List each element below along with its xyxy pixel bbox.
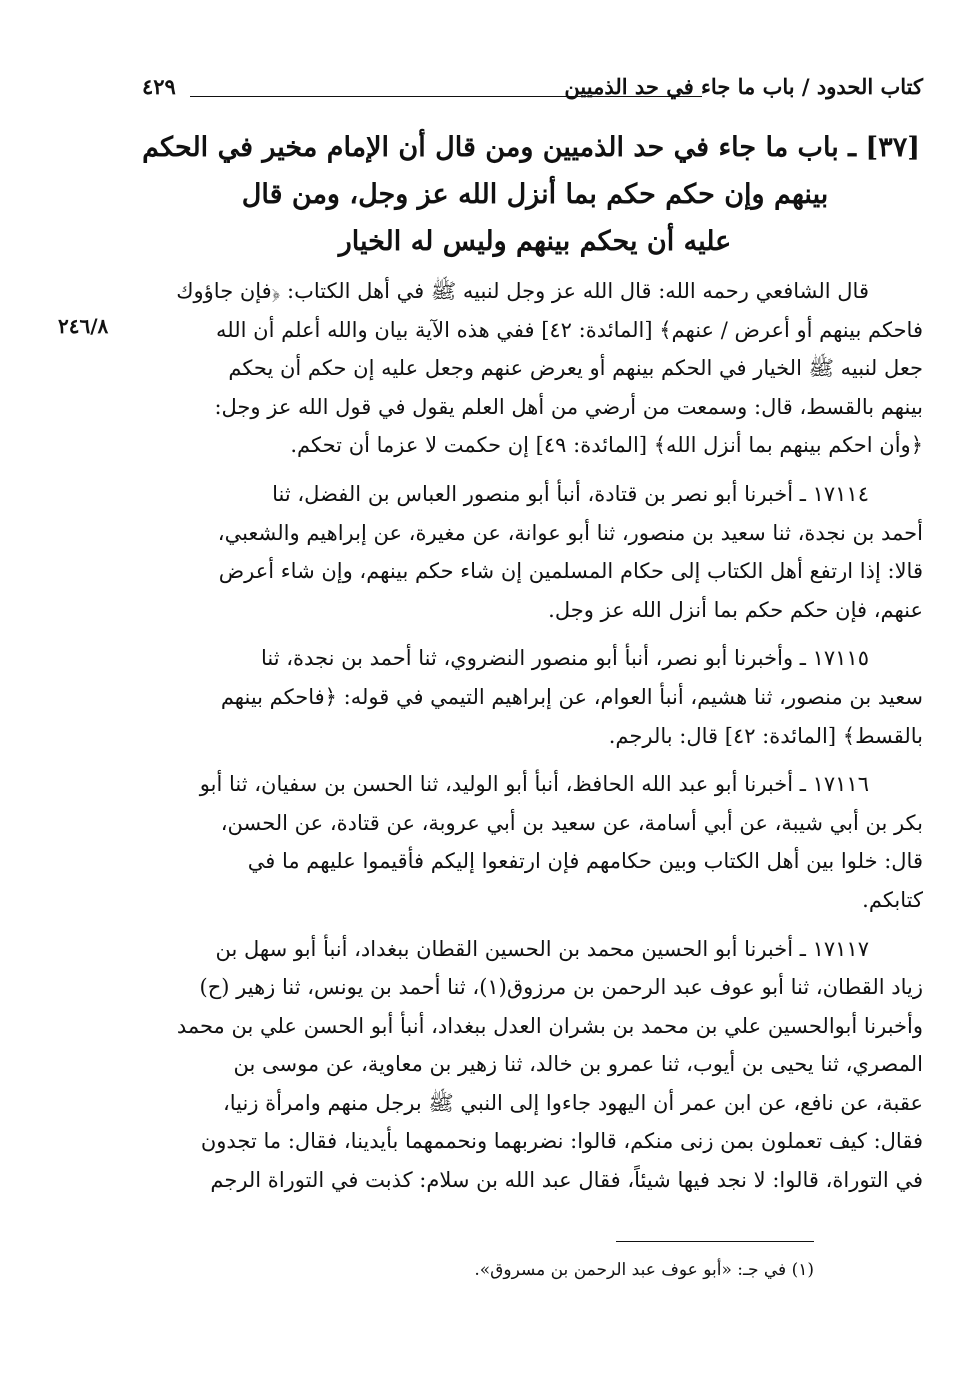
text-line: في التوراة، قالوا: لا نجد فيها شيئاً، فقال عبد الله بن سلام: كذبت في التوراة الرجم [210, 1168, 923, 1193]
text-line: عقبة، عن نافع، عن ابن عمر أن اليهود جاءوا إلى النبي ﷺ برجل منهم وامرأة زنيا، [222, 1090, 923, 1115]
margin-reference: ٢٤٦/٨ [58, 314, 109, 338]
hadith-17115 [142, 639, 923, 755]
text-line: ١٧١١٦ ـ أخبرنا أبو عبد الله الحافظ، أنبأ أبو الوليد، ثنا الحسن بن سفيان، ثنا أبو [199, 772, 869, 797]
paragraph-shafii-quote [142, 272, 923, 465]
chapter-heading [142, 124, 920, 265]
text-line: ﴿وأن احكم بينهم بما أنزل الله﴾ [المائدة: ٤٩] إن حكمت لا عزما أن تحكم. [290, 433, 923, 458]
footnote: (١) في جـ: «أبو عوف عبد الرحمن بن مسروق». [474, 1260, 814, 1280]
text-line: وأخبرنا أبوالحسين علي بن محمد بن بشران العدل ببغداد، أنبأ أبو الحسن علي بن محمد [176, 1013, 923, 1038]
heading-line: عليه أن يحكم بينهم وليس له الخيار [338, 226, 732, 257]
text-line: فقال: كيف تعملون بمن زنى منكم، قالوا: نضربهما ونحممهما بأيدينا، فقال: ما تجدون [200, 1129, 923, 1154]
hadith-17114 [142, 475, 923, 629]
text-line: جعل لنبيه ﷺ الخيار في الحكم بينهم أو يعرض عنهم وجعل عليه إن حكم أن يحكم [228, 356, 923, 381]
text-line: أحمد بن نجدة، ثنا سعيد بن منصور، ثنا أبو عوانة، عن مغيرة، عن إبراهيم والشعبي، [217, 520, 923, 545]
text-line: بكر بن أبي شيبة، عن أبي أسامة، عن سعيد بن أبي عروبة، عن قتادة، عن الحسن، [220, 810, 923, 835]
hadith-17116 [142, 765, 923, 919]
text-line: ١٧١١٤ ـ أخبرنا أبو نصر بن قتادة، أنبأ أبو منصور العباس بن الفضل، ثنا [272, 481, 869, 506]
text-line: سعيد بن منصور، ثنا هشيم، أنبأ العوام، عن إبراهيم التيمي في قوله: ﴿فاحكم بينهم [220, 684, 923, 709]
running-header [142, 74, 923, 108]
footnote-rule [616, 1241, 814, 1242]
heading-line: [٣٧] ـ باب ما جاء في حد الذميين ومن قال أن الإمام مخير في الحكم [142, 132, 920, 163]
running-title: كتاب الحدود / باب ما جاء في حد الذميين [564, 74, 923, 99]
text-line: بينهم بالقسط، قال: وسمعت من أرضي من أهل العلم يقول في قول الله عز وجل: [214, 394, 923, 419]
text-line: المصري، ثنا يحيى بن أيوب، ثنا عمرو بن خالد، ثنا زهير بن معاوية، عن موسى بن [233, 1052, 923, 1077]
hadith-17117 [142, 930, 923, 1200]
text-line: زياد القطان، ثنا أبو عوف عبد الرحمن بن مرزوق(١)، ثنا أحمد بن يونس، ثنا زهير (ح) [199, 975, 923, 1000]
text-line: كتابكم. [862, 887, 923, 912]
body-text [142, 272, 923, 1200]
text-line: ١٧١١٧ ـ أخبرنا أبو الحسين محمد بن الحسين القطان ببغداد، أنبأ أبو سهل بن [215, 936, 869, 961]
text-line: بالقسط﴾ [المائدة: ٤٢] قال: بالرجم. [608, 723, 923, 748]
text-line: فاحكم بينهم أو أعرض / عنهم﴾ [المائدة: ٤٢] ففي هذه الآية بيان والله أعلم أن الله [216, 317, 923, 342]
text-line: عنهم، فإن حكم حكم بما أنزل الله عز وجل. [548, 597, 923, 622]
page-number: ٤٢٩ [142, 74, 176, 99]
text-line: قال: خلوا بين أهل الكتاب وبين حكامهم فإن ارتفعوا إليكم فأقيموا عليهم ما في [247, 849, 923, 874]
text-line: قالا: إذا ارتفع أهل الكتاب إلى حكام المسلمين إن شاء حكم بينهم، وإن شاء أعرض [218, 559, 923, 584]
header-rule [190, 96, 702, 97]
text-line: ١٧١١٥ ـ وأخبرنا أبو نصر، أنبأ أبو منصور النضروي، ثنا أحمد بن نجدة، ثنا [260, 646, 869, 671]
heading-line: بينهم وإن حكم حكم بما أنزل الله عز وجل، ومن قال [241, 179, 829, 210]
text-line: قال الشافعي رحمه الله: قال الله عز وجل لنبيه ﷺ في أهل الكتاب: ﴿فإن جاؤوك [176, 279, 869, 303]
